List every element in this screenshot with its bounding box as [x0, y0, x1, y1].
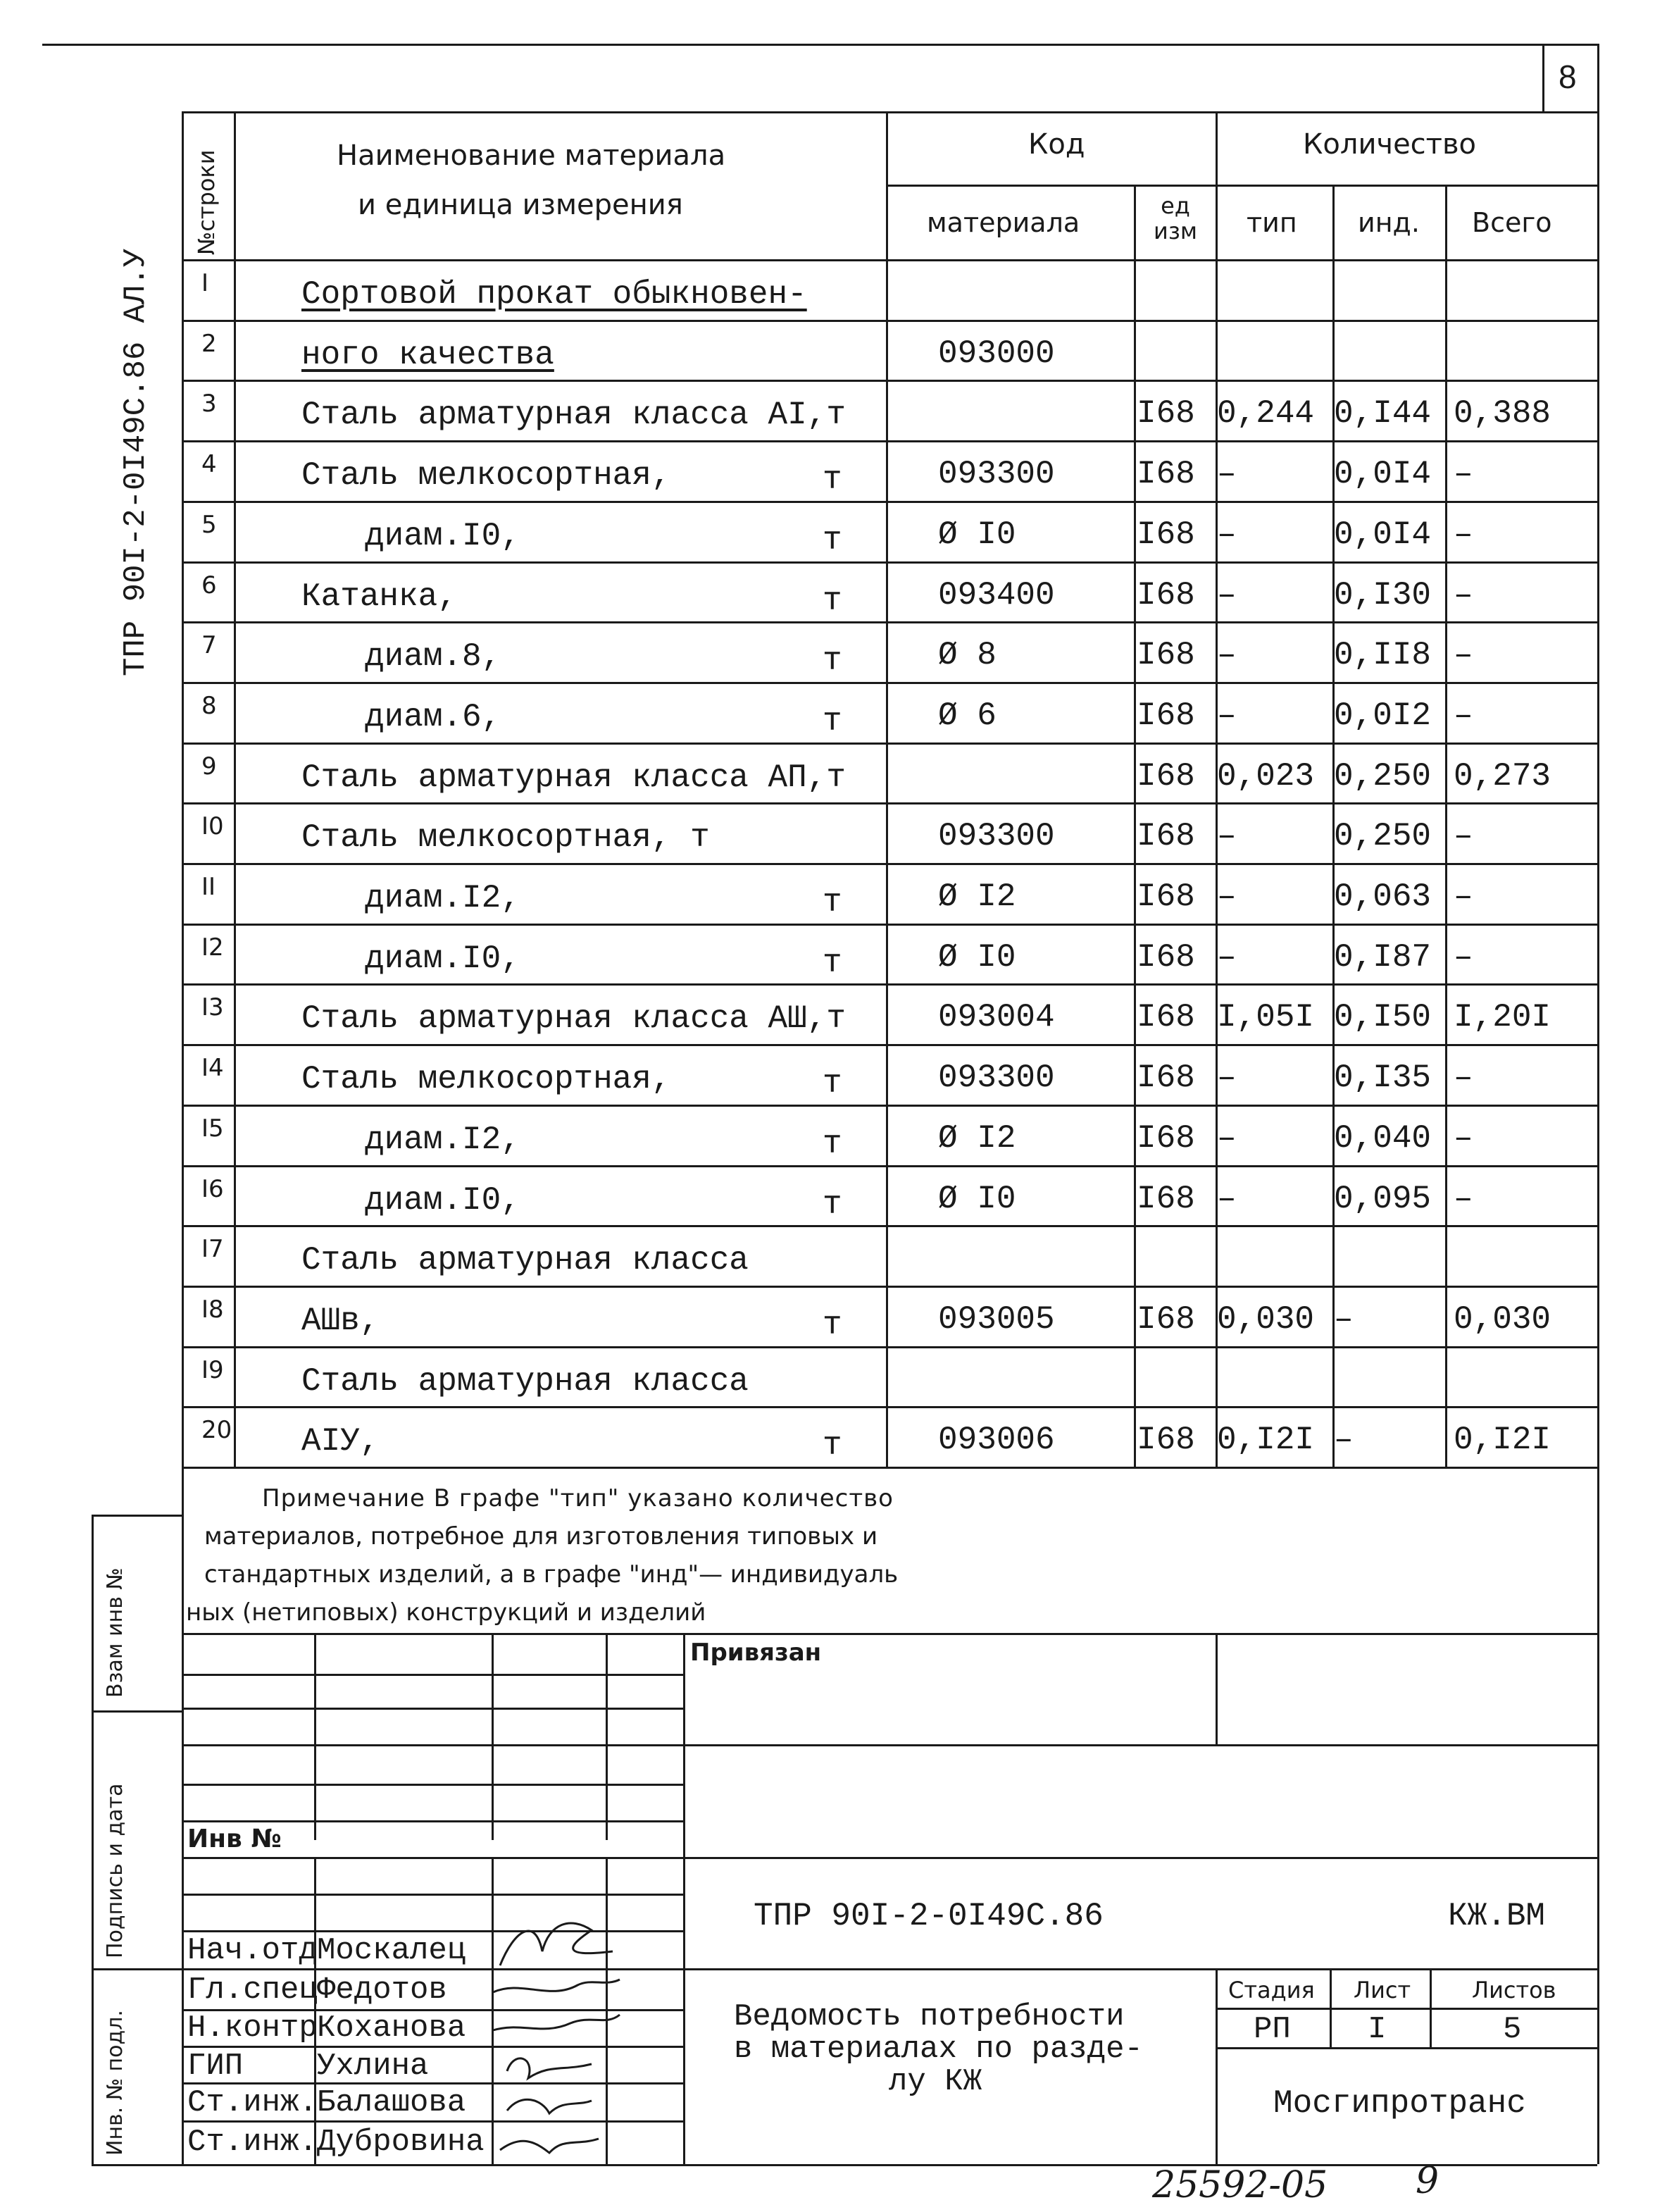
- unit-code: I68: [1137, 938, 1195, 976]
- margin-strip-line-2: [92, 1968, 182, 1970]
- unit-letter: т: [823, 884, 842, 921]
- material-code: 093004: [938, 999, 1055, 1036]
- row-divider: [182, 1165, 1597, 1167]
- material-code: 093300: [938, 1060, 1055, 1097]
- unit-code: I68: [1137, 697, 1195, 734]
- unit-letter: т: [823, 461, 842, 499]
- row-divider: [182, 440, 1597, 442]
- qty-type: –: [1217, 516, 1237, 553]
- margin-strip-line-1: [92, 1710, 182, 1713]
- row-number: I3: [201, 993, 224, 1022]
- tb-stage-col-2: [1430, 1968, 1432, 2047]
- unit-letter: т: [823, 702, 842, 740]
- tb-row-line-d: [182, 1784, 683, 1786]
- header-name-line1: Наименование материала: [337, 139, 726, 172]
- qty-type: –: [1217, 878, 1237, 915]
- tb-col-privyazan-right: [1216, 1633, 1218, 1744]
- unit-code: I68: [1137, 1119, 1195, 1157]
- qty-individual: 0,040: [1334, 1119, 1432, 1157]
- qty-total: –: [1454, 1119, 1473, 1157]
- qty-total: –: [1454, 878, 1473, 915]
- material-name: Сталь мелкосортная,: [301, 457, 671, 495]
- right-frame-line: [1597, 44, 1599, 2164]
- row-number: I7: [201, 1235, 224, 1264]
- qty-type: 0,I2I: [1217, 1422, 1315, 1459]
- qty-individual: 0,0I4: [1334, 516, 1432, 553]
- unit-code: I68: [1137, 1060, 1195, 1097]
- staff-role: Н.контр: [187, 2011, 318, 2046]
- header-individual: инд.: [1358, 207, 1420, 238]
- qty-total: –: [1454, 456, 1473, 493]
- row-divider: [182, 380, 1597, 382]
- material-code: 093300: [938, 818, 1055, 855]
- material-name: диам.I0,: [365, 940, 520, 977]
- tb-organization: Мосгипротранс: [1273, 2085, 1526, 2122]
- material-name: Сталь арматурная класса АШ,т: [301, 1000, 846, 1038]
- material-name: диам.I0,: [365, 1181, 520, 1219]
- tb-row-line-b: [182, 1708, 683, 1710]
- tb-row-line-e: [182, 1820, 683, 1822]
- tb-stage-label-line: [1216, 2008, 1597, 2010]
- label-vzam-inv: Взам инв №: [103, 1567, 127, 1698]
- qty-type: –: [1217, 1119, 1237, 1157]
- tb-title-line1: Ведомость потребности: [734, 1999, 1125, 2034]
- material-name: диам.I2,: [365, 880, 520, 917]
- staff-name: Дубровина: [317, 2125, 485, 2160]
- qty-type: –: [1217, 456, 1237, 493]
- row-divider: [182, 1286, 1597, 1288]
- material-code: 093000: [938, 335, 1055, 372]
- material-code: Ø 6: [938, 697, 997, 734]
- page-number-box: [1542, 44, 1544, 111]
- row-divider: [182, 1225, 1597, 1227]
- row-number: 8: [201, 691, 217, 720]
- qty-total: I,20I: [1454, 999, 1551, 1036]
- staff-role: Ст.инж.: [187, 2125, 318, 2160]
- row-number: 3: [201, 390, 217, 418]
- row-number: I8: [201, 1295, 224, 1324]
- unit-letter: т: [823, 521, 842, 559]
- label-podpis-data: Подпись и дата: [103, 1783, 127, 1958]
- row-divider: [182, 742, 1597, 745]
- qty-total: 0,030: [1454, 1300, 1551, 1338]
- row-divider: [182, 1346, 1597, 1348]
- qty-type: –: [1217, 938, 1237, 976]
- tb-col-1-top: [314, 1633, 316, 1840]
- qty-total: 0,I2I: [1454, 1422, 1551, 1459]
- stamp-sheet: 9: [1416, 2160, 1439, 2202]
- row-divider: [182, 863, 1597, 865]
- qty-total: –: [1454, 697, 1473, 734]
- note-line2: материалов, потребное для изготовления типовых и: [204, 1522, 878, 1551]
- unit-letter: т: [823, 1427, 842, 1465]
- material-name: диам.I0,: [365, 517, 520, 554]
- row-divider: [182, 682, 1597, 684]
- qty-individual: 0,I30: [1334, 576, 1432, 614]
- qty-individual: 0,095: [1334, 1180, 1432, 1217]
- qty-individual: 0,I50: [1334, 999, 1432, 1036]
- staff-role: Ст.инж.: [187, 2085, 318, 2120]
- qty-individual: 0,063: [1334, 878, 1432, 915]
- qty-type: –: [1217, 637, 1237, 674]
- unit-code: I68: [1137, 576, 1195, 614]
- tb-col-stage-left: [1216, 1968, 1218, 2164]
- qty-type: –: [1217, 697, 1237, 734]
- tb-stage-col-1: [1330, 1968, 1332, 2047]
- header-bottom-line: [182, 259, 1597, 261]
- margin-strip-top-line: [92, 1515, 182, 1517]
- tb-stage-value: РП: [1254, 2012, 1291, 2047]
- material-code: Ø I0: [938, 516, 1016, 553]
- header-mid-line: [886, 185, 1597, 187]
- qty-type: –: [1217, 1180, 1237, 1217]
- unit-code: I68: [1137, 1300, 1195, 1338]
- material-code: Ø I0: [938, 938, 1016, 976]
- note-line4: ных (нетиповых) конструкций и изделий: [186, 1598, 706, 1627]
- qty-total: 0,273: [1454, 757, 1551, 795]
- material-code: Ø I0: [938, 1180, 1016, 1217]
- tb-stage-label: Стадия: [1228, 1977, 1315, 2003]
- material-name: Сталь арматурная класса: [301, 1242, 749, 1279]
- tb-title-line2: в материалах по разде-: [734, 2032, 1143, 2067]
- row-number: II: [201, 873, 216, 901]
- row-divider: [182, 621, 1597, 623]
- row-number: 7: [201, 631, 217, 660]
- tb-row-line-f: [182, 1857, 1597, 1859]
- header-quantity: Количество: [1303, 128, 1477, 161]
- unit-code: I68: [1137, 1180, 1195, 1217]
- unit-code: I68: [1137, 757, 1195, 795]
- tb-stage-value-line: [1216, 2047, 1597, 2049]
- row-number: I5: [201, 1114, 224, 1143]
- qty-total: –: [1454, 1060, 1473, 1097]
- side-doc-code: ТПР 90I-2-0I49С.86 АЛ.У: [118, 248, 154, 676]
- material-code: 093400: [938, 576, 1055, 614]
- header-total: Всего: [1472, 207, 1552, 238]
- row-divider: [182, 561, 1597, 564]
- qty-individual: 0,I35: [1334, 1060, 1432, 1097]
- material-name: диам.6,: [365, 698, 501, 735]
- qty-type: 0,030: [1217, 1300, 1315, 1338]
- tb-sheet-value: I: [1368, 2012, 1387, 2047]
- qty-individual: 0,I44: [1334, 395, 1432, 433]
- qty-individual: 0,II8: [1334, 637, 1432, 674]
- qty-individual: 0,250: [1334, 757, 1432, 795]
- material-code: Ø 8: [938, 637, 997, 674]
- qty-type: –: [1217, 818, 1237, 855]
- material-name: Сталь мелкосортная,: [301, 1061, 671, 1098]
- row-number: I0: [201, 812, 224, 841]
- staff-name: Москалец: [317, 1933, 466, 1968]
- staff-name: Федотов: [317, 1972, 447, 2008]
- row-divider: [182, 1044, 1597, 1046]
- tb-col-3-top: [606, 1633, 608, 1840]
- row-number: I9: [201, 1355, 224, 1384]
- staff-name: Балашова: [317, 2085, 466, 2120]
- material-code: 093005: [938, 1300, 1055, 1338]
- tb-top-line: [182, 1633, 1597, 1635]
- row-divider: [182, 320, 1597, 322]
- material-code: 093006: [938, 1422, 1055, 1459]
- row-number: I2: [201, 933, 224, 962]
- unit-letter: т: [823, 1065, 842, 1102]
- qty-type: –: [1217, 1060, 1237, 1097]
- header-type: тип: [1247, 207, 1297, 238]
- margin-strip-left-line: [92, 1515, 94, 2164]
- tb-sheets-label: Листов: [1472, 1977, 1556, 2003]
- unit-letter: т: [823, 944, 842, 981]
- unit-code: I68: [1137, 878, 1195, 915]
- unit-code: I68: [1137, 516, 1195, 553]
- tb-sheet-label: Лист: [1354, 1977, 1411, 2003]
- row-number: 5: [201, 510, 217, 539]
- unit-letter: т: [823, 1306, 842, 1343]
- qty-type: 0,023: [1217, 757, 1315, 795]
- qty-total: –: [1454, 516, 1473, 553]
- tb-row-line-i: [182, 1968, 1597, 1970]
- qty-individual: 0,250: [1334, 818, 1432, 855]
- material-code: Ø I2: [938, 878, 1016, 915]
- material-name: АIУ,: [301, 1423, 380, 1460]
- row-number: 2: [201, 329, 217, 358]
- unit-letter: т: [823, 1186, 842, 1223]
- qty-total: –: [1454, 818, 1473, 855]
- row-divider: [182, 501, 1597, 503]
- tb-row-line-c: [182, 1744, 1597, 1746]
- header-code: Код: [1028, 128, 1085, 161]
- material-name: Сортовой прокат обыкновен-: [301, 276, 807, 313]
- row-number: I6: [201, 1174, 224, 1203]
- unit-letter: т: [823, 582, 842, 619]
- tb-sheets-value: 5: [1503, 2012, 1522, 2047]
- stamp-number: 25592-05: [1152, 2164, 1328, 2206]
- tb-doc-code: ТПР 90I-2-0I49С.86: [754, 1898, 1104, 1934]
- qty-total: –: [1454, 1180, 1473, 1217]
- material-code: 093300: [938, 456, 1055, 493]
- header-row-number: №строки: [193, 149, 220, 255]
- tb-row-line-a: [182, 1674, 683, 1676]
- row-number: 6: [201, 571, 217, 599]
- tb-col-4: [683, 1633, 685, 2164]
- material-name: Сталь арматурная класса АП,т: [301, 759, 846, 796]
- unit-code: I68: [1137, 999, 1195, 1036]
- tb-title-line3: лу КЖ: [889, 2064, 982, 2099]
- qty-type: I,05I: [1217, 999, 1315, 1036]
- row-number: I4: [201, 1054, 224, 1083]
- note-line1: Примечание В графе "тип" указано количество: [262, 1484, 894, 1512]
- qty-total: –: [1454, 576, 1473, 614]
- qty-individual: 0,0I2: [1334, 697, 1432, 734]
- tb-mark: КЖ.ВМ: [1448, 1898, 1546, 1934]
- material-name: Сталь мелкосортная, т: [301, 819, 710, 857]
- row-number: I: [201, 269, 209, 297]
- unit-code: I68: [1137, 395, 1195, 433]
- qty-total: 0,388: [1454, 395, 1551, 433]
- material-name: Сталь арматурная класса: [301, 1362, 749, 1400]
- col-rowno-line: [234, 111, 236, 1467]
- staff-name: Коханова: [317, 2011, 466, 2046]
- qty-total: –: [1454, 938, 1473, 976]
- table-top-line: [182, 111, 1597, 113]
- tb-bottom-line-right: [683, 2164, 1597, 2166]
- staff-role: ГИП: [187, 2049, 244, 2084]
- material-code: Ø I2: [938, 1119, 1016, 1157]
- tb-col-2-top: [492, 1633, 494, 1840]
- qty-individual: –: [1334, 1422, 1354, 1459]
- tb-row-line-g: [182, 1894, 683, 1896]
- material-name: Катанка,: [301, 578, 457, 615]
- qty-individual: –: [1334, 1300, 1354, 1338]
- col-unit-line: [1134, 185, 1136, 1467]
- material-name: диам.I2,: [365, 1121, 520, 1158]
- col-code-line: [886, 111, 888, 1467]
- unit-code: I68: [1137, 637, 1195, 674]
- unit-code: I68: [1137, 818, 1195, 855]
- top-frame-line: [42, 44, 1599, 46]
- staff-name: Ухлина: [317, 2049, 429, 2084]
- staff-role: Нач.отд: [187, 1933, 318, 1968]
- row-divider: [182, 1406, 1597, 1408]
- row-divider: [182, 924, 1597, 926]
- row-divider: [182, 802, 1597, 804]
- tb-privyazan-label: Привязан: [690, 1639, 822, 1667]
- header-material-code: материала: [927, 207, 1080, 238]
- qty-total: –: [1454, 637, 1473, 674]
- signatures-drawing: [486, 1902, 627, 2170]
- note-line3: стандартных изделий, а в графе "инд"— индивидуаль: [204, 1560, 899, 1589]
- row-divider: [182, 1105, 1597, 1107]
- tb-inv-no-label: Инв №: [187, 1825, 282, 1853]
- material-name: ного качества: [301, 336, 554, 373]
- row-number: 4: [201, 450, 217, 479]
- material-name: диам.8,: [365, 638, 501, 676]
- label-inv-podl: Инв. № подл.: [103, 2010, 127, 2156]
- qty-type: –: [1217, 576, 1237, 614]
- header-unit: ед изм: [1154, 192, 1197, 244]
- qty-individual: 0,I87: [1334, 938, 1432, 976]
- unit-letter: т: [823, 642, 842, 680]
- page-number: 8: [1559, 58, 1577, 95]
- table-bottom-line: [182, 1467, 1597, 1469]
- header-name-line2: и единица измерения: [358, 189, 683, 221]
- qty-individual: 0,0I4: [1334, 456, 1432, 493]
- table-left-line: [182, 111, 184, 2164]
- row-number: 20: [201, 1416, 232, 1445]
- unit-code: I68: [1137, 456, 1195, 493]
- material-name: Сталь арматурная класса АI,т: [301, 397, 846, 434]
- unit-letter: т: [823, 1125, 842, 1162]
- staff-role: Гл.спец: [187, 1972, 318, 2008]
- row-divider: [182, 983, 1597, 986]
- qty-type: 0,244: [1217, 395, 1315, 433]
- unit-code: I68: [1137, 1422, 1195, 1459]
- row-number: 9: [201, 752, 217, 781]
- col-total-line: [1445, 185, 1447, 1467]
- margin-strip-bottom-line: [92, 2164, 182, 2166]
- material-name: АШв,: [301, 1302, 380, 1339]
